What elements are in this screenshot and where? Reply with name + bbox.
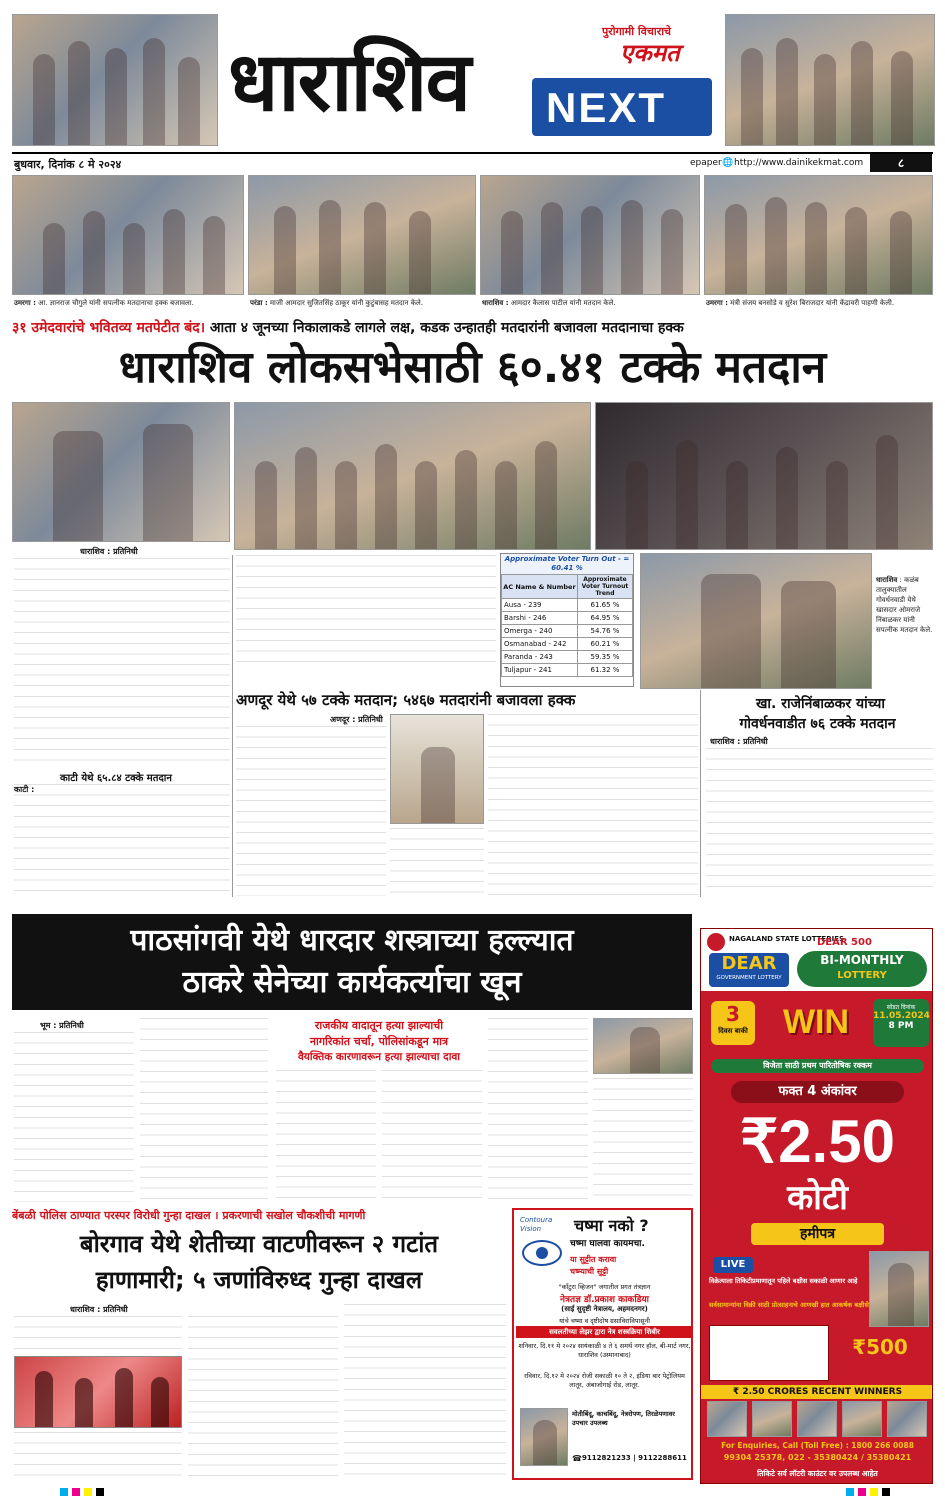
divider-v1 — [232, 555, 233, 897]
dear-logo — [709, 953, 789, 987]
ticket-price: ₹500 — [852, 1335, 908, 1359]
eye-ad-line-7: सवलतीच्या लेझर द्वारा नेत्र शस्त्रक्रिया शिबीर — [516, 1326, 693, 1338]
kati-subhead: काटी येथे ६५.८४ टक्के मतदान — [60, 773, 172, 784]
murder-byline: भूम : प्रतिनिधी — [40, 1021, 84, 1030]
turnout-table — [500, 553, 634, 687]
borgaon-body-col1 — [14, 1316, 182, 1352]
raje-byline: धाराशिव : प्रतिनिधी — [710, 737, 768, 746]
kati-place: काटी : — [14, 785, 35, 794]
murder-sub-1: राजकीय वादातून हत्या झाल्याची — [314, 1019, 444, 1032]
eye-ad-line-1: या सुट्टीत करावा — [570, 1255, 617, 1264]
page-number: ८ — [870, 154, 932, 172]
eye-ad-brand: Contoura Vision — [520, 1216, 553, 1233]
eye-ad-line-6: यांचे चष्मा व दृष्टीदोष ग्रसाविराविपासूनी — [559, 1317, 650, 1325]
digits-text: फक्त 4 अंकांवर — [731, 1081, 904, 1103]
days-num: 3 — [726, 1002, 740, 1026]
eye-ad-line-2: चष्म्याची सुट्टी — [570, 1267, 609, 1276]
strip-photo-2 — [248, 175, 476, 295]
lead-photo-candidates — [12, 402, 230, 542]
table-row: Barshi - 246 64.95 % — [502, 612, 633, 625]
live-note: विक्रेत्याला तिकिटीप्रमाणातून पहिले बक्षीस सकाळी आणार आहे — [709, 1277, 858, 1285]
issue-date: बुधवार, दिनांक ८ मे २०२४ — [14, 158, 122, 171]
presenter-photo — [869, 1251, 929, 1327]
eye-ad — [512, 1208, 693, 1480]
masthead-photo-left — [12, 14, 218, 146]
lottery-phones: 99304 25378, 022 - 35380424 / 35380421 — [723, 1453, 912, 1462]
victim-photo — [593, 1018, 693, 1074]
photo-omraje-couple — [640, 553, 872, 689]
borgaon-headline-1: बोरगाव येथे शेतीच्या वाटणीवरून २ गटांत — [79, 1230, 439, 1258]
website-link[interactable]: http://www.dainikekmat.com — [734, 158, 864, 168]
masthead-brand: एकमत — [620, 39, 680, 67]
globe-icon: 🌐 — [722, 158, 734, 168]
table-row: Paranda - 243 59.35 % — [502, 651, 633, 664]
lead-body-col1 — [14, 558, 230, 768]
murder-headline-1: पाठसांगवी येथे धारदार शस्त्राच्या हल्ल्यात — [130, 923, 574, 958]
winner-photo — [707, 1401, 747, 1437]
borgaon-illustration — [14, 1356, 182, 1428]
ticket-image — [709, 1325, 829, 1381]
eye-ad-schedule-1: शनिवार, दि.११ मे २०२४ सायंकाळी ४ ते ६ समर्थ नगर हॉल, बी-मार्ट नगर, धाराशिव (उस्मानाबाद) — [518, 1342, 691, 1359]
eye-ad-line-3: "कॉंटुरा व्हिजन" जगातील प्रगत तंत्रज्ञान — [558, 1283, 651, 1291]
raje-headline-1: खा. राजेनिंबाळकर यांच्या — [755, 696, 886, 712]
lead-body-col2 — [236, 555, 496, 665]
turnout-table-title: Approximate Voter Turn Out - = 60.41 % — [501, 554, 633, 574]
masthead-title: धाराशिव — [228, 35, 470, 130]
borgaon-body-col1b — [14, 1432, 182, 1476]
prize-amount: ₹2.50 — [740, 1108, 895, 1175]
dear-text: DEAR — [721, 953, 777, 974]
draw-time: 8 PM — [888, 1021, 914, 1031]
lead-kicker — [12, 318, 933, 337]
eye-ad-headline: चष्मा नको ? — [574, 1216, 649, 1235]
murder-body-col3 — [276, 1070, 376, 1202]
strip-caption-3: धाराशिव : आमदार कैलास पाटील यांनी मतदान केले. — [482, 299, 616, 307]
dear500: DEAR 500 — [817, 937, 872, 948]
andur-body-col1 — [236, 726, 386, 896]
doctor-photo — [520, 1408, 568, 1466]
murder-headline-box — [12, 914, 692, 1010]
turnout-col-pct: Approximate Voter Turnout Trend — [577, 575, 632, 599]
next-logo-text: NEXT — [546, 84, 667, 131]
murder-body-col6 — [593, 1078, 693, 1202]
borgaon-headline-2: हाणामारी; ५ जणांविरुध्द गुन्हा दाखल — [95, 1266, 423, 1294]
strip-caption-1: उमरगा : आ. ज्ञानराज चौगुले यांनी सपत्नीक मतदानाचा हक्क बजावला. — [14, 299, 194, 307]
lottery-footer: तिकिटे सर्व लॉटरी काउंटर वर उपलब्ध आहेत — [757, 1469, 878, 1478]
winner-photo — [797, 1401, 837, 1437]
table-row: Osmanabad - 242 60.21 % — [502, 638, 633, 651]
winners-row — [707, 1401, 928, 1437]
lottery-ad — [700, 928, 933, 1484]
dear-sub: GOVERNMENT LOTTERY — [716, 975, 782, 981]
strip-photo-4 — [704, 175, 933, 295]
table-row: Ausa - 239 61.65 % — [502, 599, 633, 612]
strip-photo-1 — [12, 175, 244, 295]
borgaon-kicker: बेंबळी पोलिस ठाण्यात परस्पर विरोधी गुन्हा दाखल । प्रकरणाची सखोल चौकशीची मागणी — [12, 1209, 366, 1222]
days-label: दिवस बाकी — [718, 1027, 748, 1035]
eye-icon — [522, 1240, 562, 1266]
live-badge: LIVE — [713, 1257, 753, 1273]
masthead-photo-right — [725, 14, 935, 146]
murder-body-col5 — [488, 1018, 588, 1202]
table-row: Tuljapur - 241 61.32 % — [502, 664, 633, 677]
eye-ad-contact: मोतीबिंदू, काचबिंदू, नेत्ररोपण, तिरळेपणावर उपचार उपलब्ध — [572, 1410, 675, 1427]
turnout-col-ac: AC Name & Number — [502, 575, 578, 599]
next-logo — [532, 78, 712, 136]
bimonthly: BI-MONTHLY — [820, 953, 904, 967]
strip-caption-4: उमरगा : मंत्री संजय बनसोडे व सुरेश बिराजदार यांनी केंद्रावरी पाहणी केली. — [706, 299, 895, 307]
lottery-state: NAGALAND STATE LOTTERIES — [729, 935, 845, 943]
bimonthly-badge — [797, 951, 927, 987]
lead-byline: धाराशिव : प्रतिनिधी — [80, 547, 138, 556]
prize-koti: कोटी — [787, 1178, 848, 1218]
murder-body-col4 — [382, 1070, 482, 1202]
winner-photo — [752, 1401, 792, 1437]
masthead-tagline: पुरोगामी विचाराचे — [602, 25, 672, 38]
murder-sub-3: वैयक्तिक कारणावरून हत्या झाल्याचा दावा — [297, 1051, 461, 1063]
draw-box — [873, 999, 929, 1047]
murder-sub-2: नागरिकांत चर्चा, पोलिसांकडून मात्र — [309, 1035, 449, 1048]
prize-intro: विजेता साठी प्रथम पारितोषिक रक्कम — [711, 1059, 924, 1073]
registration-marks — [0, 1486, 945, 1498]
lead-kicker-black: आता ४ जूनच्या निकालाकडे लागले लक्ष, कडक उन्हातही मतदारांनी बजावला मतदानाचा हक्क — [209, 320, 684, 336]
eye-ad-line-5: (साई सुदृष्टी नेत्रालय, अहमदनगर) — [561, 1305, 648, 1313]
recent-winners: ₹ 2.50 CRORES RECENT WINNERS — [701, 1385, 933, 1399]
table-row: Omerga - 240 54.76 % — [502, 625, 633, 638]
bonus-note: सर्वसामान्यांना विक्री साठी प्रोत्साहनाचे आणखी हात आकर्षक बक्षीसे — [709, 1301, 869, 1309]
draw-date: 11.05.2024 — [873, 1011, 930, 1021]
eye-ad-line-4: नेत्रतज्ञ डॉ.प्रकाश काकडिया — [559, 1295, 650, 1305]
side-caption-text: : कळंब तालुक्यातील गोवर्धनवाडी येथे खासदार ओमराजे निंबाळकर यांनी सपत्नीक मतदान केले. — [876, 576, 933, 634]
divider-v2 — [700, 690, 701, 897]
eye-ad-subline: चष्मा घालवा कायमचा. — [570, 1239, 645, 1249]
phone-icon: ☎ — [572, 1454, 582, 1463]
eye-ad-schedule-2: रविवार, दि.१२ मे २०२४ रोजी सकाळी १० ते २, इंडिया बार पेट्रोलियम लातूर, अंबाजोगाई रोड, लातूर. — [524, 1372, 685, 1389]
epaper-label: epaper — [690, 158, 722, 168]
andur-byline: अणदूर : प्रतिनिधी — [330, 715, 383, 724]
turnout-grid — [501, 574, 633, 677]
andur-headline: अणदूर येथे ५७ टक्के मतदान; ५४६७ मतदारांनी बजावला हक्क — [236, 691, 576, 709]
side-caption — [876, 575, 933, 635]
lead-photo-queue — [234, 402, 591, 550]
lead-body-col1b — [14, 784, 230, 896]
lead-headline: धाराशिव लोकसभेसाठी ६०.४१ टक्के मतदान — [118, 342, 827, 393]
raje-body — [706, 748, 933, 896]
guarantee-ribbon: हमीपत्र — [751, 1223, 884, 1245]
winner-photo — [842, 1401, 882, 1437]
draw-label: सोडत दिनांक — [886, 1004, 916, 1011]
borgaon-body-col3 — [344, 1304, 506, 1476]
days-badge — [711, 1001, 755, 1045]
murder-body-col2 — [140, 1018, 268, 1202]
strip-caption-2: परंडा : माजी आमदार सुजितसिंह ठाकूर यांनी कुटुंबासह मतदान केले. — [250, 299, 423, 307]
andur-body-col3 — [488, 714, 698, 896]
murder-body-col1 — [14, 1032, 134, 1202]
eye-ad-phones: 9112821233 | 9112288611 — [582, 1454, 687, 1462]
raje-headline-2: गोवर्धनवाडीत ७६ टक्के मतदान — [739, 716, 896, 732]
win-text: WIN — [782, 1003, 850, 1041]
andur-photo-voter — [390, 714, 484, 824]
masthead-rule — [12, 152, 933, 154]
lead-kicker-red: ३१ उमेदवारांचे भवितव्य मतपेटीत बंद। — [12, 320, 206, 336]
murder-headline-2: ठाकरे सेनेच्या कार्यकर्त्याचा खून — [182, 965, 522, 1000]
strip-photo-3 — [480, 175, 700, 295]
enquiry-line: For Enquiries, Call (Toll Free) : 1800 266 0088 — [721, 1441, 914, 1450]
nagaland-emblem-icon — [707, 933, 725, 951]
winner-photo — [887, 1401, 927, 1437]
lead-photo-women-queue — [595, 402, 933, 550]
andur-body-col2 — [390, 828, 484, 896]
borgaon-body-col2 — [188, 1316, 338, 1476]
borgaon-byline: धाराशिव : प्रतिनिधी — [70, 1305, 128, 1314]
lottery-word: LOTTERY — [837, 970, 887, 981]
side-caption-place: धाराशिव — [876, 576, 898, 584]
